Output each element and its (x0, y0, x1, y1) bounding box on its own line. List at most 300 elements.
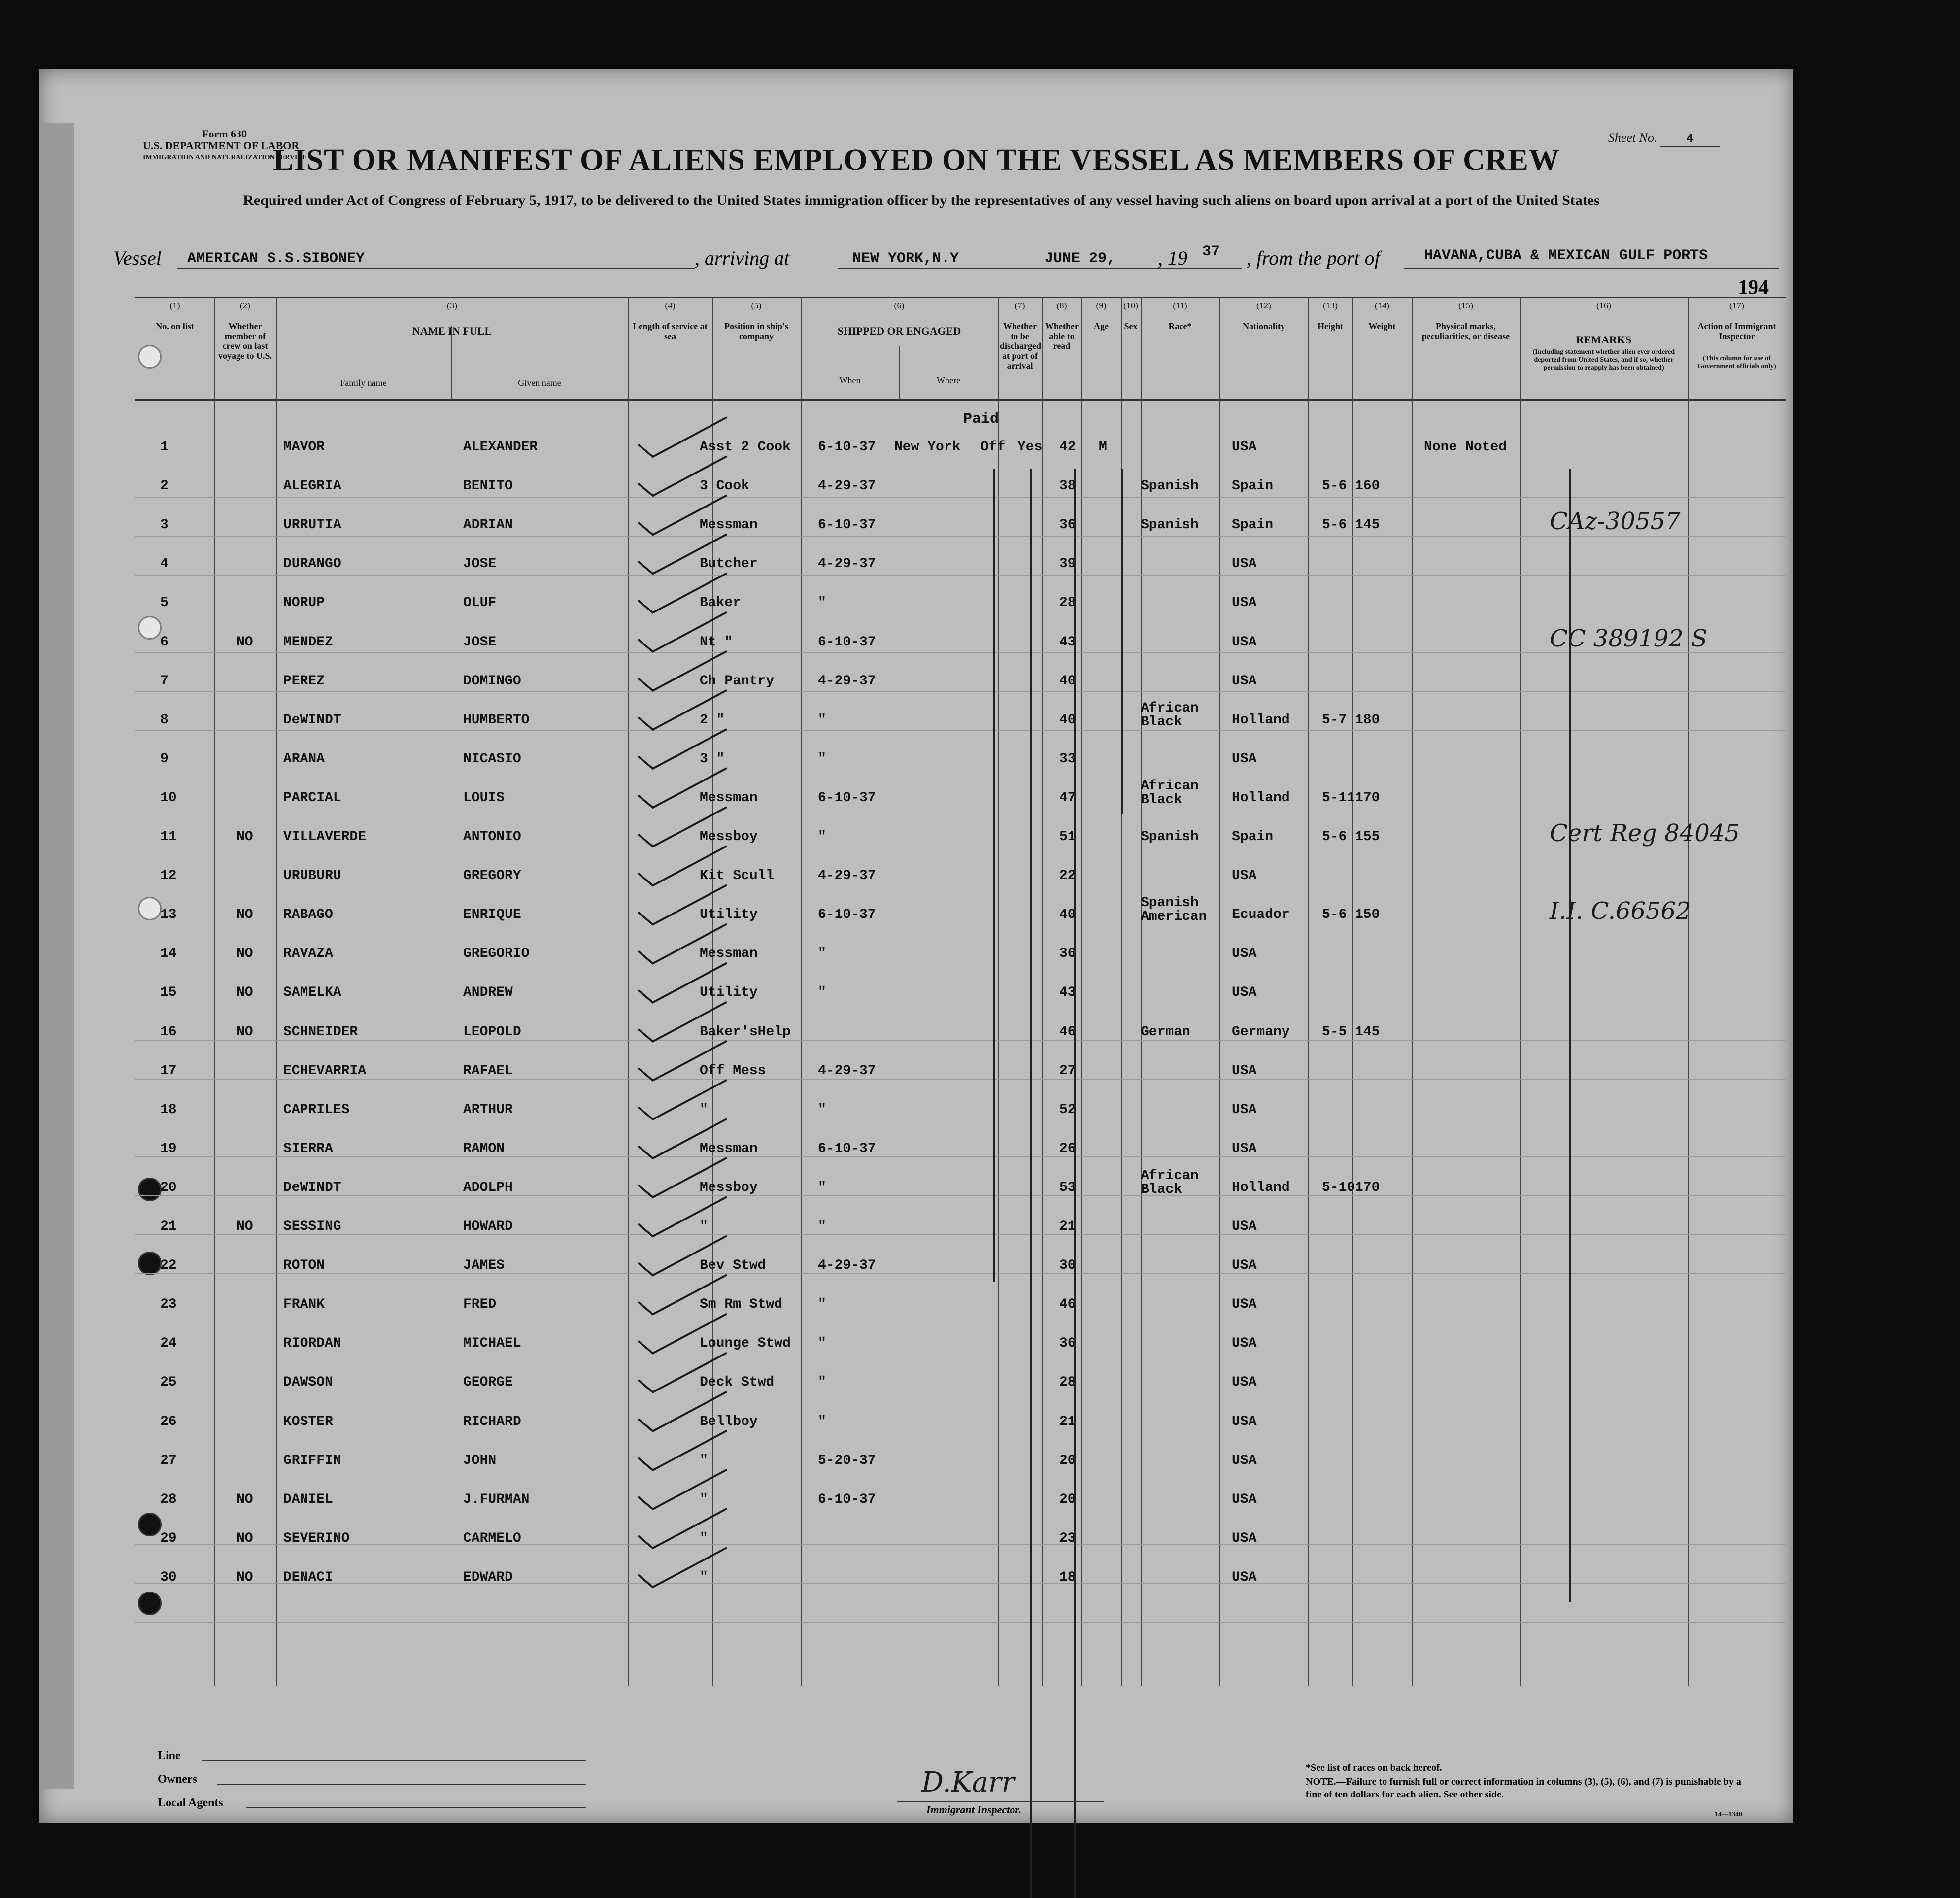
shipped-date: " (818, 829, 826, 845)
age: 40 (1059, 712, 1076, 728)
weight: 155 (1355, 829, 1380, 845)
shipped-date: 6-10-37 (818, 440, 876, 455)
height: 5-6 (1322, 517, 1347, 533)
prior-voyage: NO (237, 1491, 253, 1507)
given-name: RAMON (463, 1141, 505, 1156)
physical-marks: None Noted (1424, 440, 1507, 455)
weight: 170 (1355, 1180, 1380, 1195)
age: 42 (1059, 440, 1076, 455)
check-mark-icon (638, 1509, 727, 1548)
shipped-date: " (818, 946, 826, 962)
weight: 170 (1355, 790, 1380, 806)
age: 40 (1059, 673, 1076, 689)
position: Messman (700, 517, 758, 533)
check-mark-icon (638, 495, 727, 535)
age: 38 (1059, 478, 1076, 494)
position: Asst 2 Cook (700, 440, 791, 455)
column-number: (9) (1096, 301, 1107, 310)
row-number: 6 (160, 634, 169, 650)
age: 28 (1059, 1375, 1076, 1390)
age: 21 (1059, 1219, 1076, 1235)
given-name: ANDREW (463, 985, 513, 1001)
crew-manifest-table (135, 297, 1786, 1686)
position: " (700, 1569, 708, 1585)
position: Baker'sHelp (700, 1024, 791, 1040)
position: " (700, 1491, 708, 1507)
vessel-label: Vessel (113, 247, 162, 269)
owners-label: Owners (158, 1773, 197, 1786)
prior-voyage: NO (237, 1024, 253, 1040)
column-header: Height (1318, 321, 1343, 331)
prior-voyage: NO (237, 634, 253, 650)
page-title: LIST OR MANIFEST OF ALIENS EMPLOYED ON THE VESSEL AS MEMBERS OF CREW (273, 143, 1560, 177)
age: 36 (1059, 517, 1076, 533)
position: Bev Stwd (700, 1258, 766, 1274)
position: 2 " (700, 712, 725, 728)
check-mark-icon (638, 1080, 727, 1119)
row-number: 14 (160, 946, 177, 962)
family-name: ECHEVARRIA (283, 1063, 367, 1079)
row-number: 1 (160, 440, 169, 455)
action-instruction: (This column for use of Government officials only) (1697, 355, 1776, 370)
given-name: CARMELO (463, 1530, 521, 1546)
race: African Black (1141, 778, 1199, 808)
given-name: FRED (463, 1297, 497, 1313)
given-name: LOUIS (463, 790, 505, 806)
height: 5-6 (1322, 907, 1347, 923)
nationality: USA (1232, 556, 1257, 572)
row-number: 18 (160, 1102, 177, 1118)
column-number: (2) (240, 301, 250, 310)
nationality: Germany (1232, 1024, 1290, 1040)
line-label: Line (158, 1749, 181, 1762)
row-number: 5 (160, 595, 169, 611)
shipped-date: 5-20-37 (818, 1453, 876, 1468)
check-mark-icon (638, 729, 727, 769)
handwritten-remark: I.I. C.66562 (1550, 897, 1691, 925)
race: Spanish (1141, 478, 1199, 494)
nationality: USA (1232, 1297, 1257, 1313)
check-mark-icon (638, 1236, 727, 1275)
position: Ch Pantry (700, 673, 775, 689)
row-number: 16 (160, 1024, 177, 1040)
paid-note: Paid (963, 411, 999, 428)
row-number: 29 (160, 1530, 177, 1546)
weight: 180 (1355, 712, 1380, 728)
family-name: KOSTER (283, 1414, 333, 1429)
age: 28 (1059, 595, 1076, 611)
age: 26 (1059, 1141, 1076, 1156)
age: 22 (1059, 868, 1076, 884)
family-name: DURANGO (283, 556, 341, 572)
nationality: USA (1232, 1530, 1257, 1546)
column-header: Position in ship's company (724, 321, 789, 341)
where-subheader: Where (937, 375, 960, 385)
height: 5-6 (1322, 478, 1347, 494)
column-header: Action of Immigrant Inspector (1697, 321, 1776, 341)
nationality: USA (1232, 1102, 1257, 1118)
check-mark-icon (638, 1197, 727, 1236)
able-to-read: Yes (1017, 440, 1043, 455)
age: 36 (1059, 946, 1076, 962)
family-name: RIORDAN (283, 1336, 341, 1352)
prior-voyage: NO (237, 1569, 253, 1585)
prior-voyage: NO (237, 907, 253, 923)
given-name: EDWARD (463, 1569, 513, 1585)
race: African Black (1141, 700, 1199, 730)
nationality: USA (1232, 1063, 1257, 1079)
nationality: USA (1232, 1375, 1257, 1390)
column-number: (8) (1056, 301, 1067, 310)
row-number: 30 (160, 1569, 177, 1585)
position: " (700, 1102, 708, 1118)
column-number: (6) (894, 301, 905, 310)
check-mark-icon (638, 963, 727, 1002)
sheet-value: 4 (1660, 131, 1720, 147)
family-name: ROTON (283, 1258, 325, 1274)
nationality: USA (1232, 868, 1257, 884)
nationality: Holland (1232, 790, 1290, 806)
column-number: (3) (447, 301, 457, 310)
row-number: 2 (160, 478, 169, 494)
row-number: 15 (160, 985, 177, 1001)
column-header: Weight (1368, 321, 1396, 331)
check-mark-icon (638, 1431, 727, 1470)
discharge-status: Off (980, 440, 1006, 455)
age: 18 (1059, 1569, 1076, 1585)
given-name: GEORGE (463, 1375, 513, 1390)
column-number: (1) (169, 301, 180, 310)
family-name: RABAGO (283, 907, 333, 923)
check-mark-icon (638, 417, 727, 457)
row-number: 8 (160, 712, 169, 728)
shipped-date: " (818, 985, 826, 1001)
age: 30 (1059, 1258, 1076, 1274)
height: 5-10 (1322, 1180, 1355, 1195)
row-number: 17 (160, 1063, 177, 1079)
row-number: 11 (160, 829, 177, 845)
given-name: GREGORIO (463, 946, 530, 962)
footer (39, 1734, 1793, 1823)
shipped-date: " (818, 751, 826, 767)
age: 46 (1059, 1297, 1076, 1313)
check-mark-icon (638, 885, 727, 924)
nationality: USA (1232, 1141, 1257, 1156)
race: African Black (1141, 1168, 1199, 1197)
left-binding-strip (39, 123, 74, 1789)
family-name: PEREZ (283, 673, 325, 689)
age: 40 (1059, 907, 1076, 923)
height: 5-7 (1322, 712, 1347, 728)
check-mark-icon (638, 534, 727, 574)
given-name: JOSE (463, 556, 497, 572)
check-mark-icon (638, 924, 727, 963)
column-number: (17) (1729, 301, 1744, 310)
family-name: DeWINDT (283, 1180, 341, 1195)
check-mark-icon (638, 1470, 727, 1509)
family-name: SAMELKA (283, 985, 341, 1001)
given-name: ADOLPH (463, 1180, 513, 1195)
sex: M (1099, 440, 1107, 455)
race-note: *See list of races on back hereof. (1306, 1762, 1442, 1773)
age: 53 (1059, 1180, 1076, 1195)
given-name: JAMES (463, 1258, 505, 1274)
position: Utility (700, 907, 758, 923)
race: Spanish (1141, 517, 1199, 533)
family-name: DAWSON (283, 1375, 333, 1390)
position: Bellboy (700, 1414, 758, 1429)
column-number: (14) (1375, 301, 1389, 310)
family-name: SIERRA (283, 1141, 333, 1156)
nationality: USA (1232, 440, 1257, 455)
position: Utility (700, 985, 758, 1001)
column-header: REMARKS (1576, 334, 1632, 346)
age: 47 (1059, 790, 1076, 806)
position: Baker (700, 595, 742, 611)
family-name: FRANK (283, 1297, 325, 1313)
row-number: 22 (160, 1258, 177, 1274)
position: Kit Scull (700, 868, 775, 884)
family-name: VILLAVERDE (283, 829, 367, 845)
handwritten-remark: Cert Reg 84045 (1550, 819, 1740, 847)
shipped-date: " (818, 712, 826, 728)
department-name: U.S. DEPARTMENT OF LABOR (143, 139, 300, 152)
sheet-label: Sheet No. (1608, 131, 1657, 145)
row-number: 21 (160, 1219, 177, 1235)
nationality: Holland (1232, 712, 1290, 728)
nationality: USA (1232, 1258, 1257, 1274)
shipped-date: " (818, 1414, 826, 1429)
arriving-label: , arriving at (695, 247, 790, 269)
nationality: Spain (1232, 517, 1274, 533)
shipped-date: 6-10-37 (818, 634, 876, 650)
position: Deck Stwd (700, 1375, 775, 1390)
column-number: (4) (665, 301, 676, 310)
prior-voyage: NO (237, 1219, 253, 1235)
manifest-sheet (39, 69, 1793, 1823)
prior-voyage: NO (237, 985, 253, 1001)
age: 36 (1059, 1336, 1076, 1352)
age: 52 (1059, 1102, 1076, 1118)
row-number: 20 (160, 1180, 177, 1195)
position: Sm Rm Stwd (700, 1297, 783, 1313)
handwritten-remark: CAz-30557 (1550, 508, 1681, 536)
position: Off Mess (700, 1063, 766, 1079)
family-name: MAVOR (283, 440, 325, 455)
given-name: OLUF (463, 595, 497, 611)
shipped-date: " (818, 1336, 826, 1352)
column-header: Nationality (1242, 321, 1285, 331)
column-number: (7) (1014, 301, 1025, 310)
weight: 150 (1355, 907, 1380, 923)
given-name: BENITO (463, 478, 513, 494)
given-name: ALEXANDER (463, 440, 538, 455)
age: 20 (1059, 1491, 1076, 1507)
height: 5-11 (1322, 790, 1355, 806)
position: Butcher (700, 556, 758, 572)
print-code: 14—1340 (1715, 1811, 1742, 1818)
column-number: (12) (1256, 301, 1271, 310)
nationality: USA (1232, 1336, 1257, 1352)
family-name: NORUP (283, 595, 325, 611)
given-name: RICHARD (463, 1414, 521, 1429)
arrival-date: JUNE 29, (1045, 250, 1116, 267)
family-name: SCHNEIDER (283, 1024, 358, 1040)
row-number: 3 (160, 517, 169, 533)
column-header: Length of service at sea (633, 321, 708, 341)
form-number: Form 630 (202, 128, 247, 140)
age: 27 (1059, 1063, 1076, 1079)
family-name: URUBURU (283, 868, 341, 884)
shipped-date: 4-29-37 (818, 1063, 876, 1079)
position: 3 " (700, 751, 725, 767)
shipped-date: " (818, 1375, 826, 1390)
position: Messboy (700, 1180, 758, 1195)
given-name: HUMBERTO (463, 712, 530, 728)
shipped-date: " (818, 1180, 826, 1195)
column-number: (15) (1458, 301, 1473, 310)
check-mark-icon (638, 1275, 727, 1314)
check-mark-icon (638, 456, 727, 496)
age: 23 (1059, 1530, 1076, 1546)
shipped-date: " (818, 1297, 826, 1313)
given-name: JOSE (463, 634, 497, 650)
race: Spanish American (1141, 895, 1207, 925)
inspector-label: Immigrant Inspector. (926, 1803, 1022, 1816)
row-number: 12 (160, 868, 177, 884)
given-name: RAFAEL (463, 1063, 513, 1079)
page-number: 194 (1738, 276, 1769, 299)
race: German (1141, 1024, 1190, 1040)
row-number: 26 (160, 1414, 177, 1429)
family-name: ARANA (283, 751, 325, 767)
vessel-name: AMERICAN S.S.SIBONEY (187, 250, 365, 267)
family-name: GRIFFIN (283, 1453, 341, 1468)
given-name: MICHAEL (463, 1336, 521, 1352)
check-mark-icon (638, 807, 727, 847)
column-header: No. on list (156, 321, 194, 331)
prior-voyage: NO (237, 946, 253, 962)
check-mark-icon (638, 1158, 727, 1197)
page-subtitle: Required under Act of Congress of February 5, 1917, to be delivered to the United States immigration officer by the representatives of any vessel having such aliens on board upon arrival at a port of the United States (243, 192, 1600, 208)
row-number: 24 (160, 1336, 177, 1352)
row-number: 13 (160, 907, 177, 923)
check-mark-icon (638, 1041, 727, 1081)
penalty-note: NOTE.—Failure to furnish full or correct information in columns (3), (5), (6), and (7) is punishable by a fine of ten dollars for each alien. See other side. (1306, 1776, 1741, 1800)
check-mark-icon (638, 1548, 727, 1587)
position: " (700, 1453, 708, 1468)
nationality: Spain (1232, 829, 1274, 845)
shipped-date: 6-10-37 (818, 907, 876, 923)
race: Spanish (1141, 829, 1199, 845)
nationality: Holland (1232, 1180, 1290, 1195)
height: 5-5 (1322, 1024, 1347, 1040)
when-subheader: When (839, 375, 861, 385)
shipped-date: 6-10-37 (818, 1141, 876, 1156)
position: Nt " (700, 634, 733, 650)
family-name: RAVAZA (283, 946, 333, 962)
shipped-date: 6-10-37 (818, 790, 876, 806)
row-number: 19 (160, 1141, 177, 1156)
given-name: ADRIAN (463, 517, 513, 533)
shipped-date: 4-29-37 (818, 673, 876, 689)
prior-voyage: NO (237, 1530, 253, 1546)
shipped-date: " (818, 1219, 826, 1235)
nationality: USA (1232, 1414, 1257, 1429)
age: 33 (1059, 751, 1076, 767)
row-number: 27 (160, 1453, 177, 1468)
shipped-date: 4-29-37 (818, 556, 876, 572)
family-name: MENDEZ (283, 634, 333, 650)
position: Messboy (700, 829, 758, 845)
row-number: 25 (160, 1375, 177, 1390)
remarks-instruction: (Including statement whether alien ever ordered deported from United States, and if so, whether permission to reapply has been obtained) (1532, 348, 1675, 372)
check-mark-icon (638, 651, 727, 691)
nationality: USA (1232, 1219, 1257, 1235)
weight: 145 (1355, 1024, 1380, 1040)
vessel-line (113, 243, 1789, 276)
age: 43 (1059, 634, 1076, 650)
column-header: Race* (1168, 321, 1192, 331)
prior-voyage: NO (237, 829, 253, 845)
check-mark-icon (638, 1119, 727, 1158)
given-name: GREGORY (463, 868, 521, 884)
family-name: ALEGRIA (283, 478, 341, 494)
shipped-date: 4-29-37 (818, 868, 876, 884)
nationality: USA (1232, 1569, 1257, 1585)
shipped-date: 4-29-37 (818, 1258, 876, 1274)
age: 21 (1059, 1414, 1076, 1429)
row-number: 10 (160, 790, 177, 806)
position: " (700, 1219, 708, 1235)
nationality: USA (1232, 946, 1257, 962)
column-number: (10) (1123, 301, 1138, 310)
column-header: Physical marks, peculiarities, or disease (1421, 321, 1510, 341)
family-name-subheader: Family name (340, 378, 387, 388)
column-header: NAME IN FULL (412, 325, 492, 337)
nationality: USA (1232, 595, 1257, 611)
family-name: SEVERINO (283, 1530, 350, 1546)
service-name: IMMIGRATION AND NATURALIZATION SERVICE (143, 154, 307, 161)
family-name: URRUTIA (283, 517, 341, 533)
position: Messman (700, 1141, 758, 1156)
handwritten-remark: CC 389192 S (1550, 624, 1708, 652)
check-mark-icon (638, 768, 727, 808)
arrival-year: 37 (1202, 243, 1220, 260)
row-number: 23 (160, 1297, 177, 1313)
row-number: 28 (160, 1491, 177, 1507)
given-name: ENRIQUE (463, 907, 521, 923)
position: " (700, 1530, 708, 1546)
given-name: DOMINGO (463, 673, 521, 689)
column-number: (5) (751, 301, 762, 310)
check-mark-icon (638, 1314, 727, 1353)
arrival-port: NEW YORK,N.Y (852, 250, 959, 267)
family-name: DENACI (283, 1569, 333, 1585)
from-port-label: , from the port of (1247, 247, 1380, 269)
given-name: J.FURMAN (463, 1491, 530, 1507)
position: Messman (700, 946, 758, 962)
position: Lounge Stwd (700, 1336, 791, 1352)
family-name: DANIEL (283, 1491, 333, 1507)
check-mark-icon (638, 1002, 727, 1042)
check-mark-icon (638, 846, 727, 885)
column-header: Whether to be discharged at port of arrival (1000, 321, 1042, 371)
nationality: USA (1232, 1453, 1257, 1468)
inspector-signature: D.Karr (921, 1766, 1015, 1798)
family-name: DeWINDT (283, 712, 341, 728)
nationality: USA (1232, 985, 1257, 1001)
